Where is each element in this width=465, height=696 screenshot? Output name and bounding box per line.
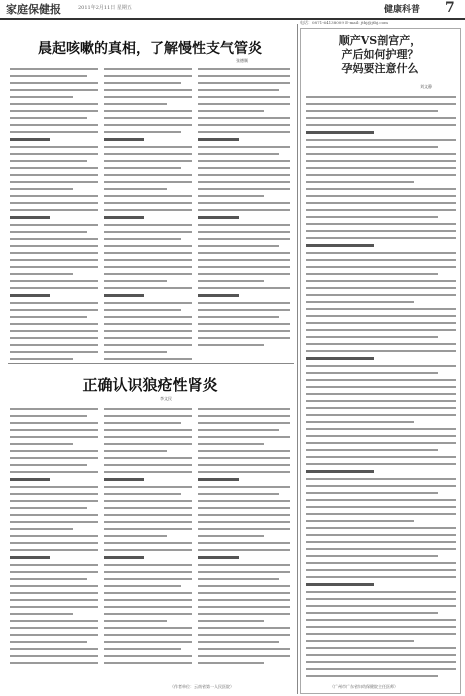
article1-title: 晨起咳嗽的真相，了解慢性支气管炎 <box>38 41 262 57</box>
article2-column-3 <box>198 408 290 682</box>
article1-column-1 <box>10 68 98 360</box>
article2-footnote: （作者单位：云南省第一人民医院） <box>170 684 234 689</box>
article1-column-3 <box>198 68 290 360</box>
article1-author: 张德顺 <box>236 58 248 63</box>
article2-column-1 <box>10 408 98 682</box>
article3-footnote: （广州市广东省妇幼保健院主任医师） <box>330 684 398 689</box>
article3-body <box>306 96 456 680</box>
article1-column-2 <box>104 68 192 360</box>
article2-title: 正确认识狼疮性肾炎 <box>82 376 218 394</box>
newspaper-name: 家庭保健报 <box>6 3 61 16</box>
page-header <box>0 0 465 20</box>
article3-title: 顺产VS剖宫产， 产后如何护理？ 孕妈要注意什么 <box>338 34 422 75</box>
page-number: 7 <box>445 0 455 16</box>
contact-line: 电话：0871-64138009 E-mail: jtbj@jtbj.com <box>300 20 388 25</box>
article3-title-box <box>300 28 460 90</box>
article3-author: 刘文静 <box>420 84 432 89</box>
article2-author: 李文民 <box>160 396 172 401</box>
article2-column-2 <box>104 408 192 682</box>
article-separator <box>8 363 294 364</box>
section-name: 健康科普 <box>384 5 421 15</box>
issue-date: 2011年2月11日 星期五 <box>78 5 132 11</box>
column-divider <box>297 24 298 694</box>
